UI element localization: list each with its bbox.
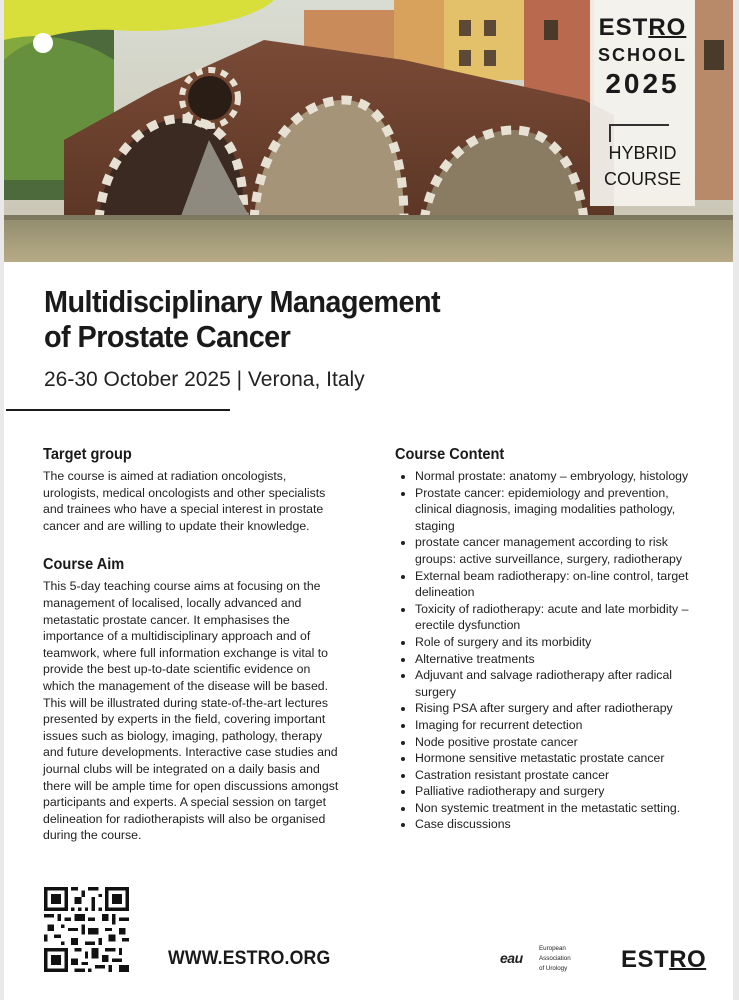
course-aim-heading: Course Aim xyxy=(43,556,125,574)
badge-format: HYBRID COURSE xyxy=(603,143,681,189)
badge-year: 2025 xyxy=(605,68,680,99)
title-divider xyxy=(6,409,230,411)
course-content-heading: Course Content xyxy=(395,446,505,463)
list-item: Node positive prostate cancer xyxy=(395,734,695,751)
list-item: Case discussions xyxy=(395,816,695,833)
course-aim-text: This 5-day teaching course aims at focusing on the management of localised, locally advanced and metastatic prostate cancer. It emphasises the importance of a multidisciplinary approach and of teamwork, where full information exchange is vital to provide the best up-to-date scientific evidence on which the management of the disease will be based. This will be illustrated during state-of-the-art lectures presented by experts in the field, covering important issues such as biology, imaging, pathology, therapy and future developments. Interactive case studies and journal clubs will be integrated on a daily basis and there will be ample time for open discussions amongst participants and experts. A special session on target delineation for radiotherapists will also be organised during the course. xyxy=(43,579,339,843)
date-location: 26-30 October 2025 | Verona, Italy xyxy=(44,368,365,391)
eau-mark: eau xyxy=(500,950,523,966)
course-content-list xyxy=(395,468,695,833)
right-column xyxy=(395,446,695,833)
badge-rule xyxy=(609,124,669,126)
list-item: Imaging for recurrent detection xyxy=(395,717,695,734)
list-item: Alternative treatments xyxy=(395,651,695,668)
header-photo xyxy=(4,0,733,262)
eau-name: European Association of Urology xyxy=(539,945,571,972)
list-item: Role of surgery and its morbidity xyxy=(395,634,695,651)
eau-logo xyxy=(500,944,586,978)
target-group-text: The course is aimed at radiation oncologists, urologists, medical oncologists and other specialists and trainees who have a special interest in prostate cancer and are willing to update their knowledge. xyxy=(43,469,326,533)
left-column xyxy=(43,446,343,844)
website-link[interactable]: WWW.ESTRO.ORG xyxy=(168,948,331,969)
badge-school: SCHOOL xyxy=(597,45,687,65)
estro-logo: ESTRO xyxy=(621,946,707,973)
list-item: Hormone sensitive metastatic prostate cancer xyxy=(395,750,695,767)
title-line-2: of Prostate Cancer xyxy=(44,319,291,354)
list-item: Prostate cancer: epidemiology and prevention, clinical diagnosis, imaging modalities pathology, staging xyxy=(395,485,695,535)
target-group-heading: Target group xyxy=(43,446,132,463)
list-item: Castration resistant prostate cancer xyxy=(395,767,695,784)
qr-code[interactable] xyxy=(44,887,129,972)
estro-school-badge xyxy=(590,0,695,206)
list-item: Normal prostate: anatomy – embryology, histology xyxy=(395,468,695,485)
page-title xyxy=(44,284,565,354)
list-item: Toxicity of radiotherapy: acute and late morbidity – erectile dysfunction xyxy=(395,601,695,634)
list-item: External beam radiotherapy: on-line control, target delineation xyxy=(395,568,695,601)
list-item: prostate cancer management according to risk groups: active surveillance, surgery, radiotherapy xyxy=(395,534,695,567)
list-item: Adjuvant and salvage radiotherapy after radical surgery xyxy=(395,667,695,700)
list-item: Non systemic treatment in the metastatic setting. xyxy=(395,800,695,817)
badge-estro: ESTRO xyxy=(598,14,687,41)
title-line-1: Multidisciplinary Management xyxy=(44,284,441,319)
list-item: Palliative radiotherapy and surgery xyxy=(395,783,695,800)
list-item: Rising PSA after surgery and after radiotherapy xyxy=(395,700,695,717)
brochure-page xyxy=(4,0,733,1000)
